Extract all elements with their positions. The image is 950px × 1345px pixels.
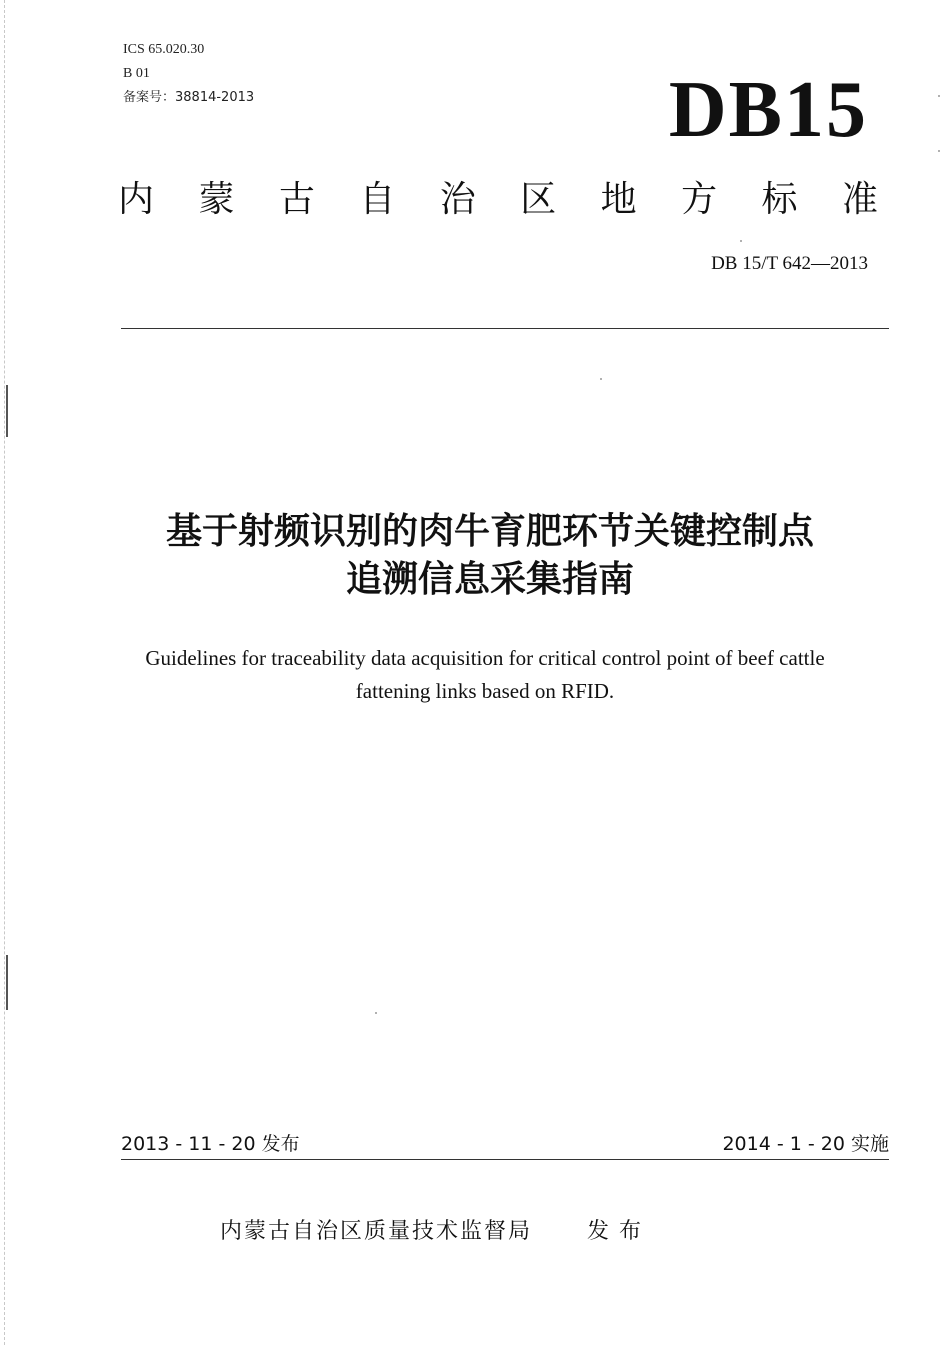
issue-date: 2013 - 11 - 20 发布 [121, 1133, 300, 1155]
ccs-code: B 01 [123, 66, 150, 81]
title-cn-line2: 追溯信息采集指南 [345, 559, 634, 600]
title-cn-line1: 基于射频识别的肉牛育肥环节关键控制点 [165, 511, 814, 552]
title-en-line2: fattening links based on RFID. [355, 679, 615, 703]
db15-logo: DB15 [668, 66, 868, 154]
standard-kind-char: 自 [359, 179, 396, 220]
standard-kind-char: 区 [520, 179, 557, 220]
scan-speck [938, 150, 940, 152]
standard-kind-char: 内 [118, 179, 155, 220]
scan-mark [6, 955, 8, 1010]
title-chinese [60, 508, 920, 604]
scan-mark [6, 385, 8, 437]
standard-kind-char: 蒙 [198, 179, 235, 220]
standard-number: DB 15/T 642—2013 [711, 253, 868, 274]
publisher-organization: 内蒙古自治区质量技术监督局 [220, 1219, 533, 1244]
publisher-line [220, 1216, 780, 1248]
ics-code: ICS 65.020.30 [123, 42, 205, 57]
publisher-action: 发布 [587, 1219, 652, 1244]
standard-kind-char: 标 [761, 179, 798, 220]
scan-speck [375, 1012, 377, 1014]
title-english [80, 642, 890, 708]
standard-kind-char: 方 [681, 179, 718, 220]
filing-number: 备案号：38814-2013 [123, 90, 255, 105]
bottom-divider [121, 1159, 889, 1160]
standard-kind-char: 古 [278, 179, 315, 220]
standard-kind-char: 地 [600, 179, 637, 220]
standard-kind-char: 治 [439, 179, 476, 220]
title-en-line1: Guidelines for traceability data acquisition for critical control point of beef cattle [145, 646, 825, 670]
classification-block [123, 38, 254, 110]
standard-kind-heading [118, 176, 878, 224]
implementation-date: 2014 - 1 - 20 实施 [722, 1133, 889, 1155]
top-divider [121, 328, 889, 329]
scan-speck [938, 95, 940, 97]
scan-speck [600, 378, 602, 380]
scan-edge-artifact [4, 0, 5, 1345]
scan-speck [740, 240, 742, 242]
standard-kind-char: 准 [841, 179, 878, 220]
